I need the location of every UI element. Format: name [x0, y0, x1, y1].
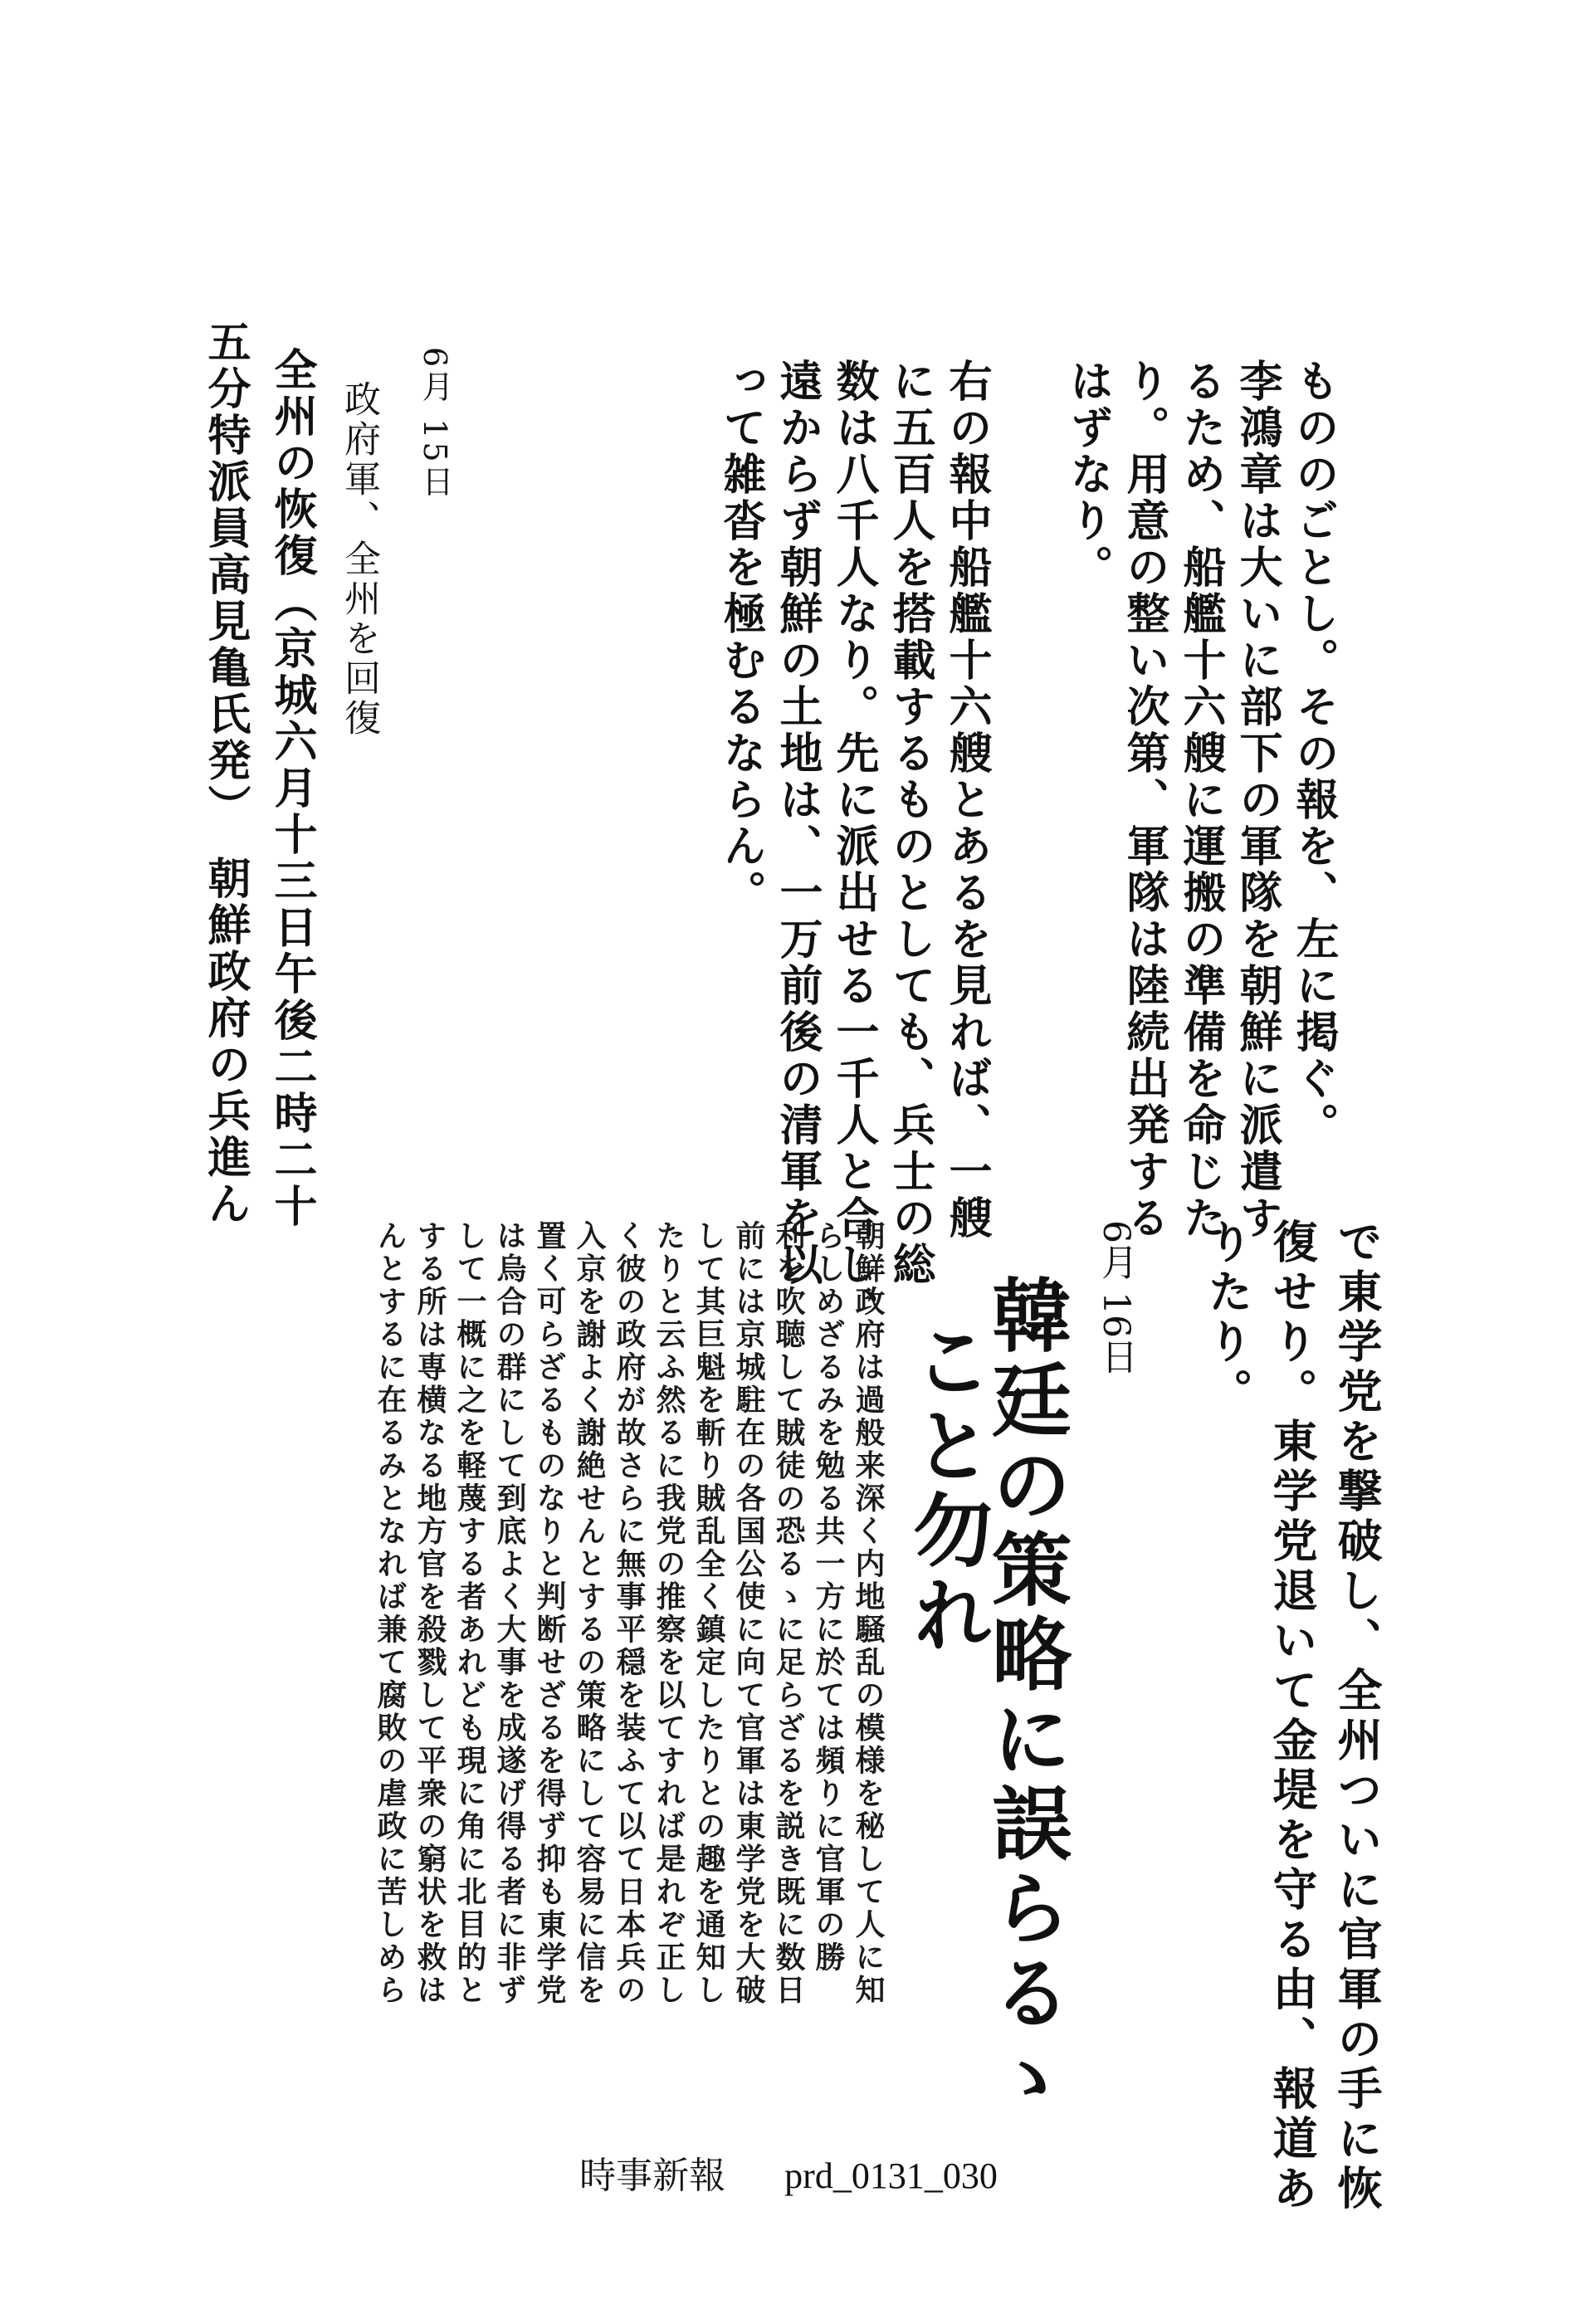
- clipping-text-column: する所は専横なる地方官を殺戮して平衆の窮状を救は: [413, 1220, 447, 2007]
- clipping-text-column: らしめざるみを勉る共一方に於ては頻りに官軍の勝: [811, 1220, 846, 1975]
- text-column: 数は八千人なり。先に派出せる一千人と合し、: [828, 359, 879, 1335]
- clipping-text-column: たりと云ふ然るに我党の推察を以てすれば是れぞ正し: [652, 1220, 686, 2007]
- clipping-text-column: 前には京城駐在の各国公使に向て官軍は東学党を大破: [731, 1220, 766, 2007]
- text-column: 五分特派員高見亀氏発） 朝鮮政府の兵進ん: [200, 320, 251, 1228]
- text-column: るため、船艦十六艘に運搬の準備を命じた: [1175, 359, 1226, 1242]
- text-column: 遠からず朝鮮の土地は、一万前後の清軍を以: [772, 359, 823, 1288]
- clipping-text-column: 利を吹聴して賊徒の恐るゝに足らざるを説き既に数日: [771, 1220, 806, 2007]
- clipping-text-column: んとするに在るみとなれば兼て腐敗の虐政に苦しめら: [373, 1220, 408, 2007]
- page-footer: [0, 2146, 1577, 2199]
- text-column: 右の報中船艦十六艘とあるを見れば、一艘: [941, 359, 992, 1242]
- clipping-text-column: して一概に之を軽蔑する者あれども現に角に北目的と: [452, 1220, 487, 2007]
- text-column: り。用意の整い次第、軍隊は陸続出発する: [1119, 359, 1169, 1242]
- clipping-text-column: して其巨魁を斬り賊乱全く鎮定したりとの趣を通知し: [691, 1220, 726, 2007]
- entry-date: 6月 15日: [417, 347, 453, 500]
- clipping-text-column: は烏合の群にして到底よく大事を成遂げ得る者に非ず: [492, 1220, 527, 2007]
- source-name: 時事新報: [579, 2156, 726, 2196]
- clipping-text-column: く彼の政府が故さらに無事平穏を装ふて以て日本兵の: [612, 1220, 647, 2007]
- document-id: prd_0131_030: [784, 2156, 998, 2196]
- text-column: って雑沓を極むるならん。: [715, 359, 766, 916]
- text-column: りたり。: [1201, 1218, 1254, 1418]
- text-column: 復せり。東学党退いて金堤を守る由、報道あ: [1266, 1218, 1319, 2214]
- clipping-text-column: 朝鮮政府は過般来深く内地騒乱の模様を秘して人に知: [851, 1220, 886, 2007]
- clipping-text-column: 入京を謝よく謝絶せんとするの策略にして容易に信を: [572, 1220, 607, 2007]
- text-column: はずなり。: [1062, 359, 1113, 591]
- text-column: もののごとし。その報を、左に掲ぐ。: [1288, 359, 1339, 1149]
- clipping-title: 韓廷の策略に誤らるゝ: [979, 1274, 1073, 2121]
- clipping-title: こと勿れ: [900, 1320, 994, 1658]
- text-column: に五百人を搭載するものとしても、兵士の総: [885, 359, 935, 1288]
- text-column: で東学党を撃破し、全州ついに官軍の手に恢: [1330, 1218, 1384, 2214]
- clipping-text-column: 置く可らざるものなりと判断せざるを得ず抑も東学党: [532, 1220, 567, 2007]
- entry-heading: 政府軍、全州を回復: [338, 380, 380, 739]
- text-column: 全州の恢復（京城六月十三日午後二時二十: [266, 347, 317, 1230]
- text-column: 李鴻章は大いに部下の軍隊を朝鮮に派遣す: [1232, 359, 1282, 1242]
- entry-date: 6月 16日: [1095, 1220, 1137, 1374]
